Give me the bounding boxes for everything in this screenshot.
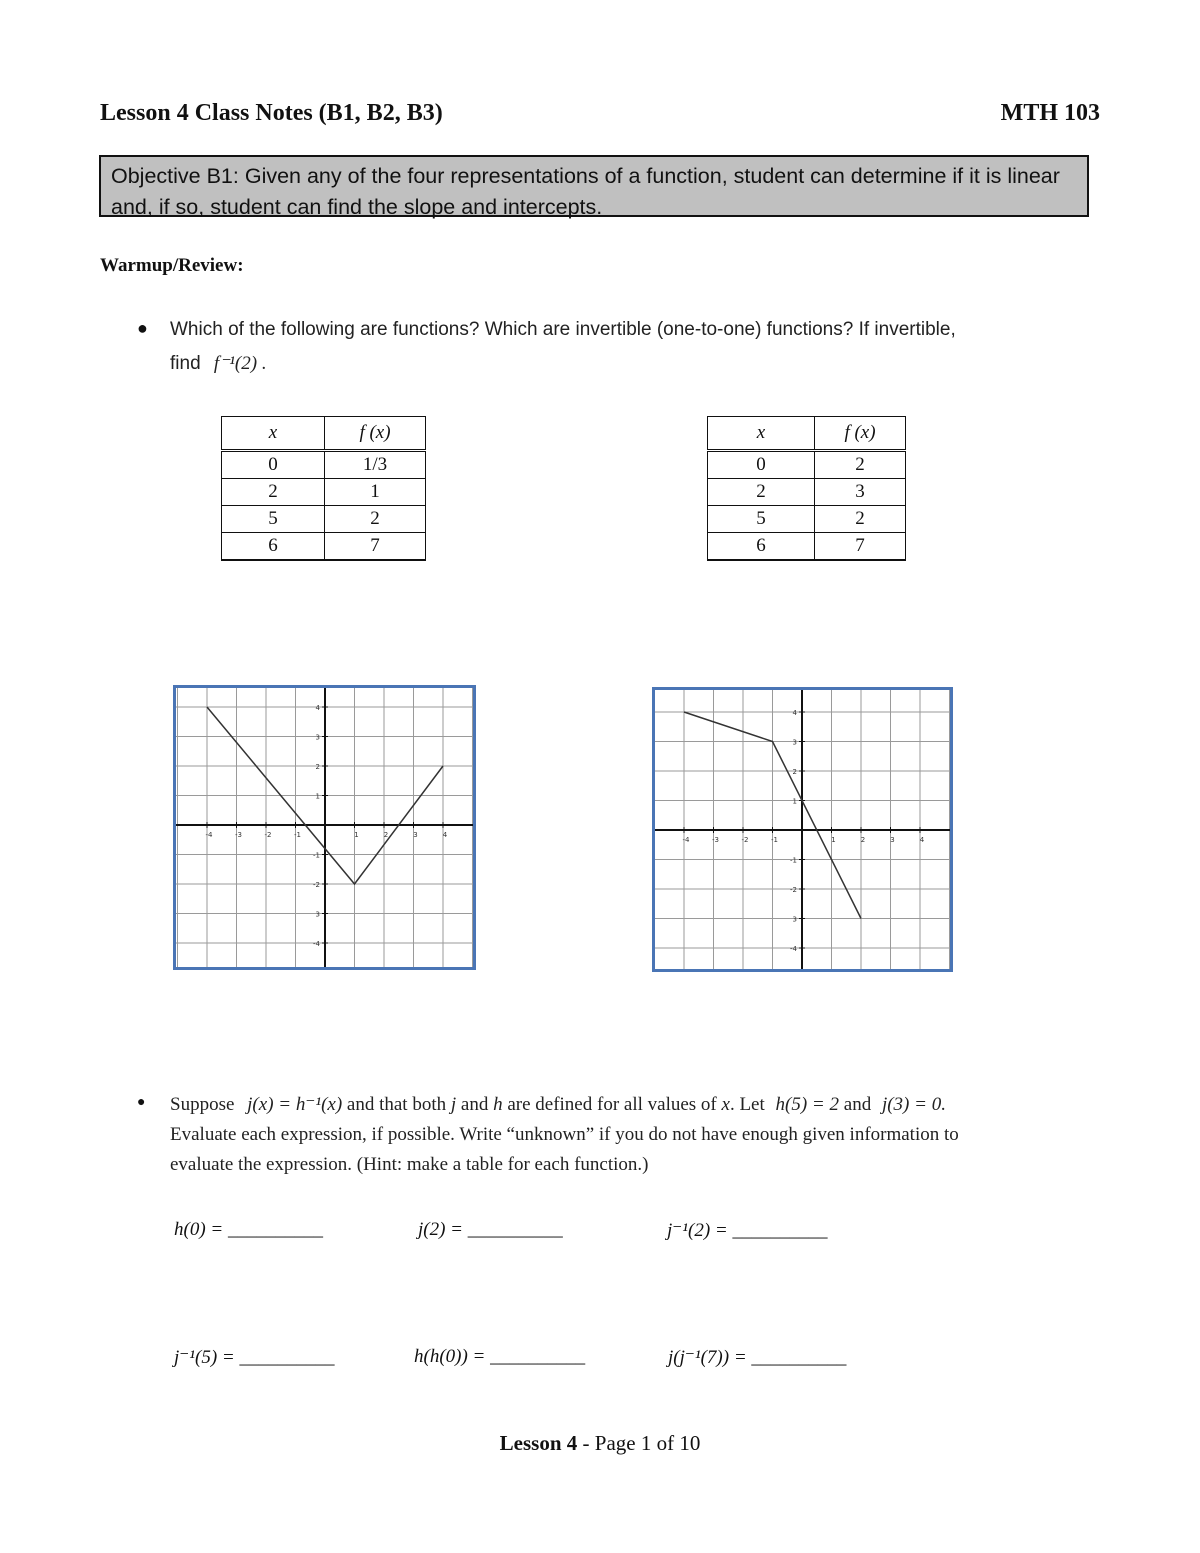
table-row xyxy=(222,506,426,533)
question-1-line1: Which of the following are functions? Which are invertible (one-to-one) functions? If invertible, xyxy=(170,319,956,340)
y-tick-label: 4 xyxy=(792,709,797,717)
table-header-fx: f (x) xyxy=(815,417,906,451)
graph-1-frame xyxy=(173,685,476,970)
answer-j-jinv-7[interactable] xyxy=(668,1346,846,1369)
table-row xyxy=(222,479,426,506)
table-cell: 6 xyxy=(708,533,815,561)
table-row xyxy=(708,479,906,506)
answer-j-jinv-7-text: j(j⁻¹(7)) = __________ xyxy=(668,1347,847,1368)
graph-2-frame xyxy=(652,687,953,972)
table-header-x: x xyxy=(708,417,815,451)
y-tick-label: 3 xyxy=(792,738,797,747)
y-tick-label: -1 xyxy=(313,851,320,860)
answer-jinv-2[interactable] xyxy=(667,1219,827,1242)
y-tick-label: -4 xyxy=(790,945,797,953)
footer-lesson: Lesson 4 xyxy=(499,1431,578,1455)
question-1-expr: f⁻¹(2) . xyxy=(213,353,267,374)
x-tick-label: 3 xyxy=(413,831,418,839)
x-tick-label: -2 xyxy=(741,836,749,844)
x-tick-label: -1 xyxy=(294,831,301,839)
objective-box xyxy=(99,155,1089,217)
q2-h: h xyxy=(493,1094,503,1115)
y-tick-label: -4 xyxy=(313,940,320,948)
y-tick-label: -2 xyxy=(790,886,797,894)
x-tick-label: -4 xyxy=(682,836,690,844)
y-tick-label: -2 xyxy=(313,881,320,889)
question-1-line2 xyxy=(170,347,1120,381)
question-2-line3: evaluate the expression. (Hint: make a table for each function.) xyxy=(170,1154,649,1175)
graph-2 xyxy=(655,690,950,969)
answer-j-2[interactable] xyxy=(418,1219,563,1241)
bullet-icon: ● xyxy=(137,1095,146,1110)
table-cell: 2 xyxy=(222,479,325,506)
q2-given-2: j(3) = 0. xyxy=(881,1094,946,1115)
graph-1 xyxy=(176,688,473,967)
footer-page: - Page 1 of 10 xyxy=(577,1431,701,1455)
answer-jinv-5[interactable] xyxy=(174,1346,334,1369)
table-row xyxy=(708,533,906,561)
y-tick-label: 3 xyxy=(315,910,320,919)
y-tick-label: 1 xyxy=(315,792,320,801)
answer-h-h-0[interactable] xyxy=(414,1346,585,1368)
objective-text: Objective B1: Given any of the four representations of a function, student can determine if it is linear and, if so, student can find the slope and intercepts. xyxy=(111,164,1060,219)
x-tick-label: -2 xyxy=(264,831,272,839)
q2-text-a: and that both xyxy=(346,1094,447,1115)
answer-h-0-text: h(0) = __________ xyxy=(174,1219,323,1240)
y-tick-label: 4 xyxy=(315,704,320,712)
x-tick-label: -3 xyxy=(712,836,719,844)
table-cell: 7 xyxy=(325,533,426,561)
function-table-2 xyxy=(707,416,906,561)
q2-text-c: are defined for all values of xyxy=(507,1094,717,1115)
table-row xyxy=(708,451,906,479)
x-tick-label: 4 xyxy=(442,831,448,839)
function-table-1 xyxy=(221,416,426,561)
x-tick-label: 3 xyxy=(890,836,895,844)
table-header-x: x xyxy=(222,417,325,451)
warmup-heading: Warmup/Review: xyxy=(100,255,244,276)
course-code: MTH 103 xyxy=(1000,100,1100,126)
q2-text-d: . Let xyxy=(729,1094,765,1115)
table-cell: 0 xyxy=(222,451,325,479)
question-1-find: find xyxy=(170,353,201,374)
question-2-line2: Evaluate each expression, if possible. Write “unknown” if you do not have enough given information to xyxy=(170,1124,959,1145)
table-cell: 2 xyxy=(325,506,426,533)
x-tick-label: -3 xyxy=(235,831,242,839)
table-row xyxy=(708,506,906,533)
table-cell: 2 xyxy=(815,506,906,533)
bullet-icon: ● xyxy=(137,318,148,338)
x-tick-label: -1 xyxy=(771,836,778,844)
q2-relation: j(x) = h⁻¹(x) xyxy=(247,1094,343,1115)
answer-h-h-0-text: h(h(0)) = __________ xyxy=(414,1346,586,1367)
q2-suppose: Suppose xyxy=(170,1094,235,1115)
x-tick-label: 2 xyxy=(383,831,389,839)
x-tick-label: 2 xyxy=(860,836,866,844)
table-cell: 3 xyxy=(815,479,906,506)
page-title: Lesson 4 Class Notes (B1, B2, B3) xyxy=(100,100,443,126)
table-cell: 1/3 xyxy=(325,451,426,479)
page-footer xyxy=(0,1431,1200,1456)
table-cell: 2 xyxy=(708,479,815,506)
q2-x: x xyxy=(721,1094,730,1115)
table-header-row xyxy=(222,417,426,451)
y-tick-label: 2 xyxy=(792,768,797,776)
q2-given-1: h(5) = 2 xyxy=(775,1094,840,1115)
q2-text-e: and xyxy=(843,1094,872,1115)
x-tick-label: 4 xyxy=(919,836,925,844)
answer-j-2-text: j(2) = __________ xyxy=(418,1219,563,1240)
answer-jinv-2-text: j⁻¹(2) = __________ xyxy=(667,1220,828,1241)
table-cell: 5 xyxy=(708,506,815,533)
y-tick-label: 2 xyxy=(315,763,320,771)
q2-j: j xyxy=(450,1094,457,1115)
y-tick-label: 1 xyxy=(792,797,797,806)
question-1 xyxy=(170,313,1120,381)
table-cell: 2 xyxy=(815,451,906,479)
table-cell: 0 xyxy=(708,451,815,479)
table-cell: 6 xyxy=(222,533,325,561)
table-row xyxy=(222,533,426,561)
q2-text-b: and xyxy=(460,1094,489,1115)
y-tick-label: -1 xyxy=(790,856,797,865)
table-header-fx: f (x) xyxy=(325,417,426,451)
x-tick-label: -4 xyxy=(205,831,213,839)
question-2 xyxy=(170,1090,1130,1180)
x-tick-label: 1 xyxy=(831,836,836,844)
table-header-row xyxy=(708,417,906,451)
table-cell: 7 xyxy=(815,533,906,561)
question-2-line1 xyxy=(170,1090,1130,1120)
y-tick-label: 3 xyxy=(315,733,320,742)
answer-jinv-5-text: j⁻¹(5) = __________ xyxy=(174,1347,335,1368)
table-row xyxy=(222,451,426,479)
answer-h-0[interactable] xyxy=(174,1219,323,1241)
x-tick-label: 1 xyxy=(354,831,359,839)
y-tick-label: 3 xyxy=(792,915,797,924)
table-cell: 5 xyxy=(222,506,325,533)
table-cell: 1 xyxy=(325,479,426,506)
